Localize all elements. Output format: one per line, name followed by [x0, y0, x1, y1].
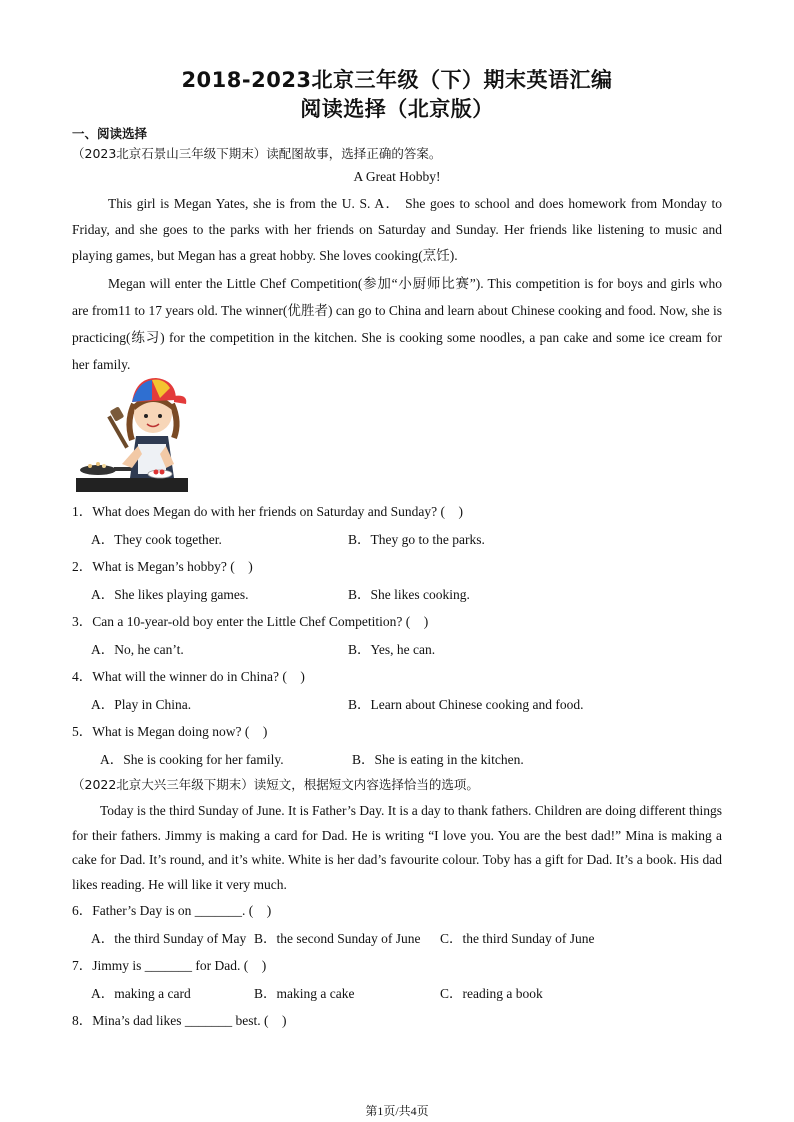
story-paragraph-2 [72, 270, 722, 378]
story-paragraph-1-text: This girl is Megan Yates, she is from the U. S. A． She goes to school and does homework from Monday to Friday, and she goes to the parks with her friends on Saturday and Sunday. Her friends like listening to music and playing games, but Megan has a great hobby. She loves cooking(烹饪). [72, 196, 722, 263]
question-7: 7．Jimmy is _______ for Dad. ( ) [72, 958, 267, 973]
document-title-line1: 2018-2023北京三年级（下）期末英语汇编 [181, 68, 613, 92]
question-5-option-b: B．She is eating in the kitchen. [352, 752, 524, 767]
question-3: 3．Can a 10-year-old boy enter the Little Chef Competition? ( ) [72, 614, 429, 629]
story-title: A Great Hobby! [353, 169, 441, 184]
section1-source: （2023北京石景山三年级下期末）读配图故事，选择正确的答案。 [72, 146, 442, 161]
question-4-option-a: A．Play in China. [91, 697, 192, 712]
question-4: 4．What will the winner do in China? ( ) [72, 669, 305, 684]
question-6-option-c: C．the third Sunday of June [440, 931, 595, 946]
section-heading: 一、阅读选择 [72, 126, 148, 141]
question-1: 1．What does Megan do with her friends on Saturday and Sunday? ( ) [72, 504, 464, 519]
question-6-option-b: B．the second Sunday of June [254, 931, 421, 946]
question-4-option-b: B．Learn about Chinese cooking and food. [348, 697, 584, 712]
section2-source: （2022北京大兴三年级下期末）读短文，根据短文内容选择恰当的选项。 [72, 777, 479, 792]
page-number: 第1页/共4页 [365, 1104, 429, 1118]
question-1-option-b: B．They go to the parks. [348, 532, 485, 547]
question-7-option-b: B．making a cake [254, 986, 355, 1001]
document-title-line2: 阅读选择（北京版） [300, 97, 494, 121]
question-1-option-a: A．They cook together. [91, 532, 222, 547]
pan-shape [80, 465, 116, 475]
pan-handle [114, 467, 134, 471]
counter-shape [76, 478, 188, 492]
passage-paragraph [72, 799, 722, 897]
question-3-option-b: B．Yes, he can. [348, 642, 436, 657]
question-2-option-b: B．She likes cooking. [348, 587, 470, 602]
question-2-option-a: A．She likes playing games. [91, 587, 249, 602]
story-paragraph-2-text: Megan will enter the Little Chef Competition(参加“小厨师比赛”). This competition is for boys and girls who are from11 to 17 years old. The winner(优胜者) can go to China and learn about Chinese cooking and food. Now, she is practicing(练习) for the competition in the kitchen. She is cooking some noodles, a pan cake and some ice cream for her family. [72, 276, 722, 372]
question-7-option-a: A．making a card [91, 986, 191, 1001]
question-6-option-a: A．the third Sunday of May [91, 931, 247, 946]
question-5-option-a: A．She is cooking for her family. [100, 752, 284, 767]
question-2: 2．What is Megan’s hobby? ( ) [72, 559, 253, 574]
story-paragraph-1 [72, 191, 722, 269]
girl-cooking-illustration [76, 374, 188, 494]
question-7-option-c: C．reading a book [440, 986, 543, 1001]
spatula-shape [107, 415, 128, 448]
question-6: 6．Father’s Day is on _______. ( ) [72, 903, 272, 918]
passage-paragraph-text: Today is the third Sunday of June. It is Father’s Day. It is a day to thank fathers. Children are doing different things for their fathers. Jimmy is making a card for Dad. He is writing “I love you. You are the best dad!” Mina is making a cake for Dad. It’s round, and it’s white. White is her dad’s favourite colour. Toby has a gift for Dad. It’s a book. His dad likes reading. He will like it very much. [72, 803, 722, 892]
question-8: 8．Mina’s dad likes _______ best. ( ) [72, 1013, 287, 1028]
question-3-option-a: A．No, he can’t. [91, 642, 184, 657]
question-5: 5．What is Megan doing now? ( ) [72, 724, 268, 739]
